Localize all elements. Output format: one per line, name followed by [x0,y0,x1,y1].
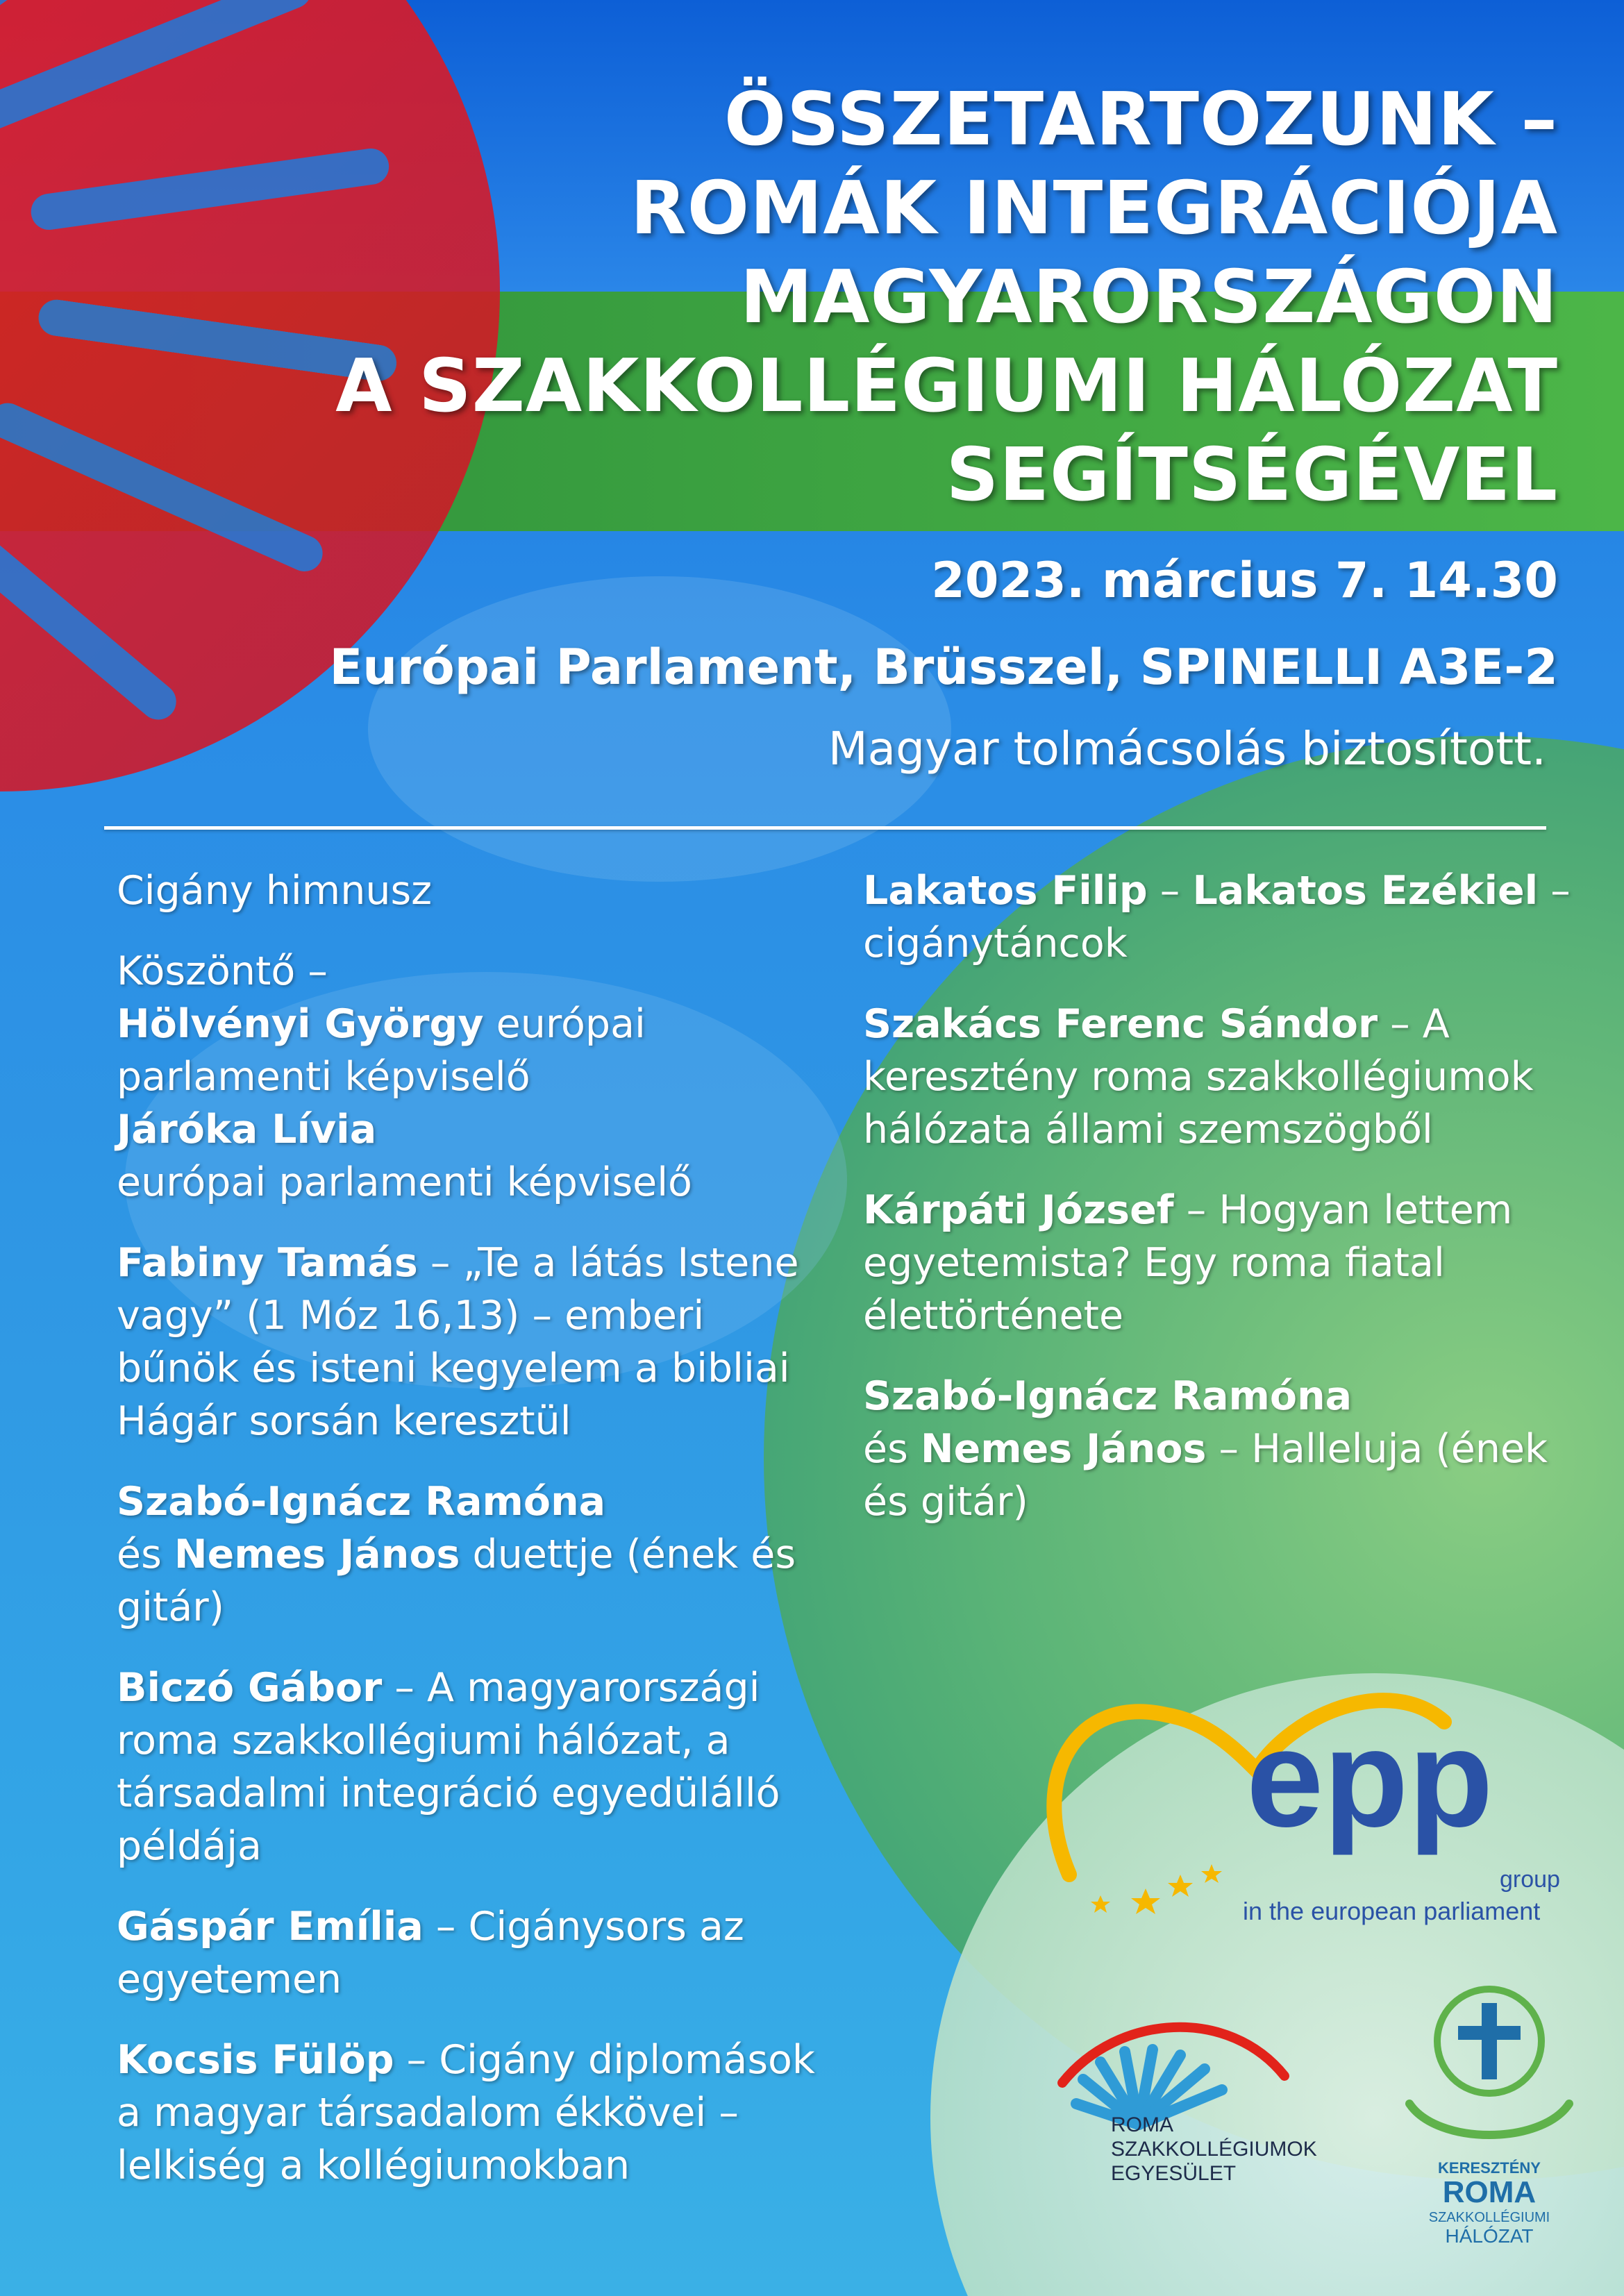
speaker-name: Járóka Lívia [117,1107,377,1153]
speaker-name: Szakács Ferenc Sándor [863,1001,1378,1047]
program-right [863,864,1571,1556]
epp-wordmark: epp [1246,1701,1493,1856]
title-line: MAGYARORSZÁGON [739,255,1558,340]
program-text: – [1147,868,1193,914]
speaker-name: Nemes János [174,1532,460,1577]
program-text: – „Te a látás Istene vagy” (1 Móz 16,13) – emberi bűnök és isteni kegyelem a bibliai Hágár sorsán keresztül [117,1240,799,1444]
program-text: – A magyarországi roma szakkollégiumi hálózat, a társadalmi integráció egyedülálló példája [117,1665,780,1869]
rse-line-3: EGYESÜLET [1111,2162,1237,2185]
event-note: Magyar tolmácsolás biztosított. [828,722,1546,776]
program-text: és [117,1532,174,1577]
program-item [117,1475,832,1634]
program-text: és [863,1426,921,1472]
event-venue: Európai Parlament, Brüsszel, SPINELLI A3E-2 [329,639,1558,696]
epp-group-logo [1028,1666,1569,1944]
leaf-icon [1409,2104,1569,2135]
program-left [117,864,832,2220]
krsz-line-3: SZAKKOLLÉGIUMI [1428,2210,1550,2225]
program-item [863,864,1571,970]
program-item [117,1237,832,1448]
speaker-name: Biczó Gábor [117,1665,383,1711]
program-item [863,1184,1571,1342]
rse-line-1: ROMA [1111,2113,1173,2136]
krsz-line-4: HÁLÓZAT [1445,2225,1534,2247]
title-line: ÖSSZETARTOZUNK – [723,77,1558,162]
event-title [239,75,1558,519]
cross-icon [1458,2003,1521,2079]
stars-icon [1091,1864,1222,1914]
program-text: – Cigány diplomások a magyar társadalom ékkövei – lelkiség a kollégiumokban [117,2037,815,2188]
program-text: európai parlamenti képviselő [117,1159,692,1205]
program-text: – Hogyan lettem egyetemista? Egy roma fiatal élettörténete [863,1187,1513,1339]
rse-logo [1035,2000,1368,2208]
krsz-line-2: ROMA [1442,2175,1537,2209]
program-text: – A keresztény roma szakkollégiumok hálózata állami szemszögből [863,1001,1534,1153]
speaker-name: Lakatos Filip [863,868,1148,914]
speaker-name: Nemes János [920,1426,1207,1472]
title-line: ROMÁK INTEGRÁCIÓJA [630,166,1558,251]
program-text: – Cigánysors az egyetemen [117,1904,744,2002]
speaker-name: Gáspár Emília [117,1904,424,1950]
program-item [117,1900,832,2006]
program-text: európai parlamenti képviselő [117,1001,646,1100]
epp-group-label: group [1500,1866,1560,1893]
speaker-name: Szabó-Ignácz Ramóna [863,1373,1353,1419]
title-line: A SZAKKOLLÉGIUMI HÁLÓZAT [335,344,1558,428]
title-line: SEGÍTSÉGÉVEL [946,433,1558,517]
rse-line-2: SZAKKOLLÉGIUMOK [1111,2138,1317,2161]
program-text: – Halleluja (ének és gitár) [863,1426,1548,1525]
speaker-name: Kárpáti József [863,1187,1174,1233]
program-item [117,864,832,917]
divider [104,826,1546,830]
program-text: Köszöntő – [117,948,328,994]
program-item [117,945,832,1209]
program-text: Cigány himnusz [117,868,433,914]
program-text: – cigánytáncok [863,868,1571,966]
event-date: 2023. március 7. 14.30 [931,552,1558,609]
speaker-name: Szabó-Ignácz Ramóna [117,1479,606,1525]
speaker-name: Lakatos Ezékiel [1192,868,1539,914]
epp-subtitle: in the european parliament [1243,1897,1541,1925]
speaker-name: Kocsis Fülöp [117,2037,394,2083]
program-item [117,2034,832,2192]
program-item [863,998,1571,1156]
speaker-name: Hölvényi György [117,1001,484,1047]
program-text: duettje (ének és gitár) [117,1532,796,1630]
speaker-name: Fabiny Tamás [117,1240,418,1286]
krsz-line-1: KERESZTÉNY [1438,2159,1541,2177]
krsz-logo [1396,1965,1583,2256]
program-item [117,1661,832,1872]
program-item [863,1370,1571,1528]
